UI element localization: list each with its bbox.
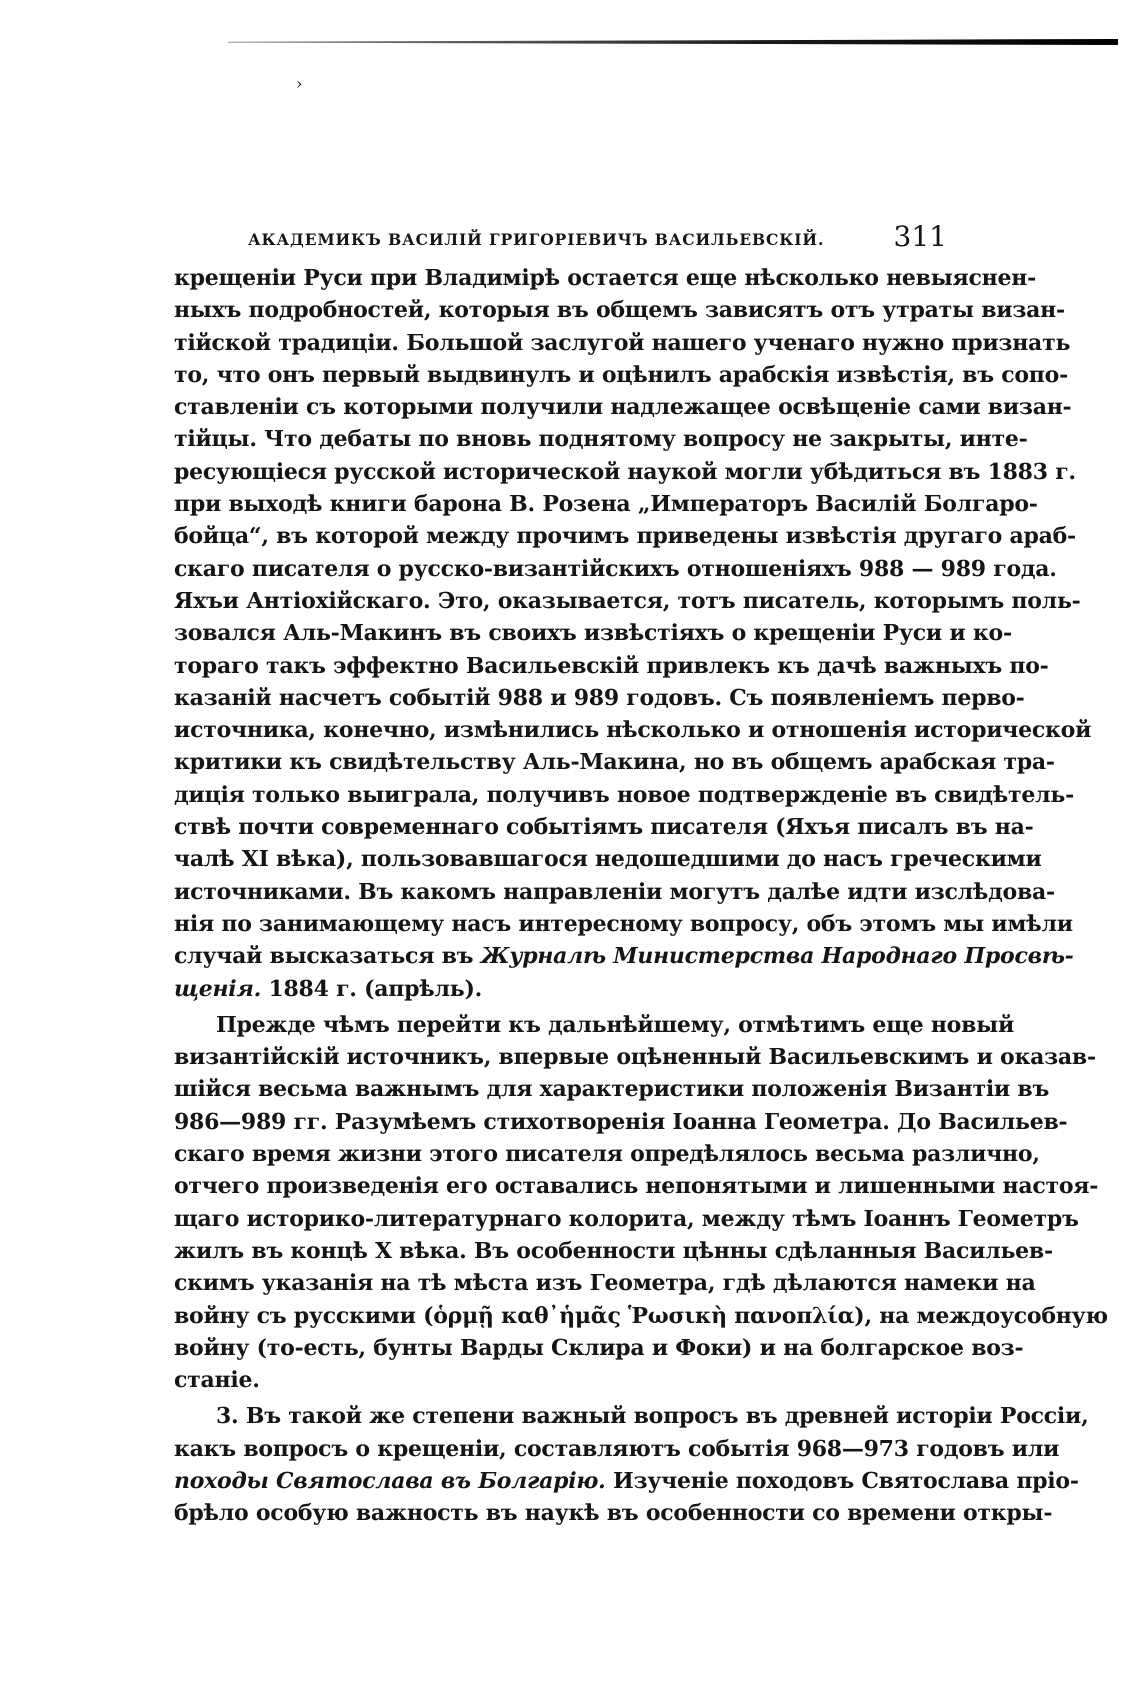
campaign-line-after: Изученіе походовъ Святослава пріо- (613, 1467, 1079, 1494)
text-line: казаній насчетъ событій 988 и 989 годовъ. Съ появленіемъ перво- (174, 684, 1025, 711)
text-line: нія по занимающему насъ интересному вопросу, объ этомъ мы имѣли (174, 910, 1073, 937)
text-line: византійскій источникъ, впервые оцѣненный Васильевскимъ и оказав- (174, 1044, 1096, 1071)
journal-reference-line (174, 940, 1074, 972)
text-line: зовался Аль-Макинъ въ своихъ извѣстіяхъ о крещеніи Руси и ко- (174, 620, 1012, 647)
text-line: при выходѣ книги барона В. Розена „Императоръ Василій Болгаро- (174, 491, 1038, 518)
text-line: Яхъи Антіохійскаго. Это, оказывается, тотъ писатель, которымъ поль- (174, 587, 1081, 614)
text-line: шійся весьма важнымъ для характеристики положенія Византіи въ (174, 1076, 1050, 1103)
text-line: какъ вопросъ о крещеніи, составляютъ событія 968—973 годовъ или (174, 1435, 1060, 1462)
paragraph-1 (174, 262, 1092, 1005)
top-mark: › (296, 74, 303, 93)
text-line: войну (то-есть, бунты Варды Склира и Фоки) и на болгарское воз- (174, 1334, 1024, 1361)
text-line: крещеніи Руси при Владимірѣ остается еще нѣсколько невыяснен- (174, 265, 1036, 291)
text-line: Прежде чѣмъ перейти къ дальнѣйшему, отмѣтимъ еще новый (216, 1011, 1015, 1038)
text-line: отчего произведенія его оставались непонятыми и лишенными настоя- (174, 1173, 1099, 1200)
running-head (174, 220, 947, 254)
text-line: тораго такъ эффектно Васильевскій привлекъ къ дачѣ важныхъ по- (174, 652, 1049, 679)
text-line: щаго историко-литературнаго колорита, между тѣмъ Іоаннъ Геометръ (174, 1205, 1079, 1232)
text-line: станіе. (174, 1367, 260, 1394)
campaign-title: походы Святослава въ Болгарію. (174, 1467, 606, 1494)
text-line: 3. Въ такой же степени важный вопросъ въ древней исторіи Россіи, (216, 1403, 1089, 1430)
paragraph-3 (174, 1400, 1089, 1529)
text-line: тійцы. Что дебаты по вновь поднятому вопросу не закрыты, инте- (174, 426, 1028, 453)
text-line: источника, конечно, измѣнились нѣсколько и отношенія исторической (174, 717, 1092, 744)
text-line: войну съ русскими (ὁρμῇ καθ᾽ἡμᾶς Ῥωσικὴ πανοπλία), на междоусобную (174, 1302, 1108, 1329)
text-line: ставленіи съ которыми получили надлежащее освѣщеніе сами визан- (174, 394, 1072, 421)
text-line: скимъ указанія на тѣ мѣста изъ Геометра, гдѣ дѣлаются намеки на (174, 1270, 1036, 1297)
text-line: бойца“, въ которой между прочимъ приведены извѣстія другаго араб- (174, 523, 1076, 550)
text-line: скаго время жизни этого писателя опредѣлялось весьма различно, (174, 1141, 1040, 1168)
text-line: брѣло особую важность въ наукѣ въ особенности со времени откры- (174, 1500, 1053, 1527)
text-line: ресующіеся русской исторической наукой могли убѣдиться въ 1883 г. (174, 458, 1076, 485)
journal-title-end: щенія. (174, 975, 262, 1002)
paragraph-2 (174, 1009, 1108, 1397)
text-line: критики къ свидѣтельству Аль-Макина, но въ общемъ арабская тра- (174, 749, 1055, 776)
journal-date: 1884 г. (апрѣль). (268, 975, 483, 1002)
text-line: скаго писателя о русско-византійскихъ отношеніяхъ 988 — 989 года. (174, 555, 1057, 582)
campaign-line (174, 1465, 1079, 1497)
running-title: АКАДЕМИКЪ ВАСИЛІЙ ГРИГОРІЕВИЧЪ ВАСИЛЬЕВСКІЙ. (248, 230, 825, 249)
journal-title: Журналѣ Министерства Народнаго Просвѣ- (480, 943, 1074, 970)
text-line: ныхъ подробностей, которыя въ общемъ зависятъ отъ утраты визан- (174, 297, 1065, 324)
page-number: 311 (893, 220, 947, 253)
main-text (174, 262, 1108, 1530)
top-rule (228, 39, 1118, 45)
text-line: диція только выиграла, получивъ новое подтвержденіе въ свидѣтель- (174, 781, 1074, 808)
text-line: ствѣ почти современнаго событіямъ писателя (Яхъя писалъ въ на- (174, 814, 1034, 841)
text-line: жилъ въ концѣ X вѣка. Въ особенности цѣнны сдѣланныя Васильев- (174, 1237, 1053, 1264)
text-line: источниками. Въ какомъ направленіи могутъ далѣе идти изслѣдова- (174, 878, 1055, 905)
text-line: тійской традиціи. Большой заслугой нашего ученаго нужно признать (174, 329, 1071, 356)
text-line: чалѣ XI вѣка), пользовавшагося недошедшими до насъ греческими (174, 846, 1042, 873)
journal-reference-before: случай высказаться въ (174, 943, 474, 970)
text-line: 986—989 гг. Разумѣемъ стихотворенія Іоанна Геометра. До Васильев- (174, 1108, 1068, 1135)
journal-reference-line-end (174, 973, 947, 1005)
text-line: то, что онъ первый выдвинулъ и оцѣнилъ арабскія извѣстія, въ сопо- (174, 361, 1068, 388)
